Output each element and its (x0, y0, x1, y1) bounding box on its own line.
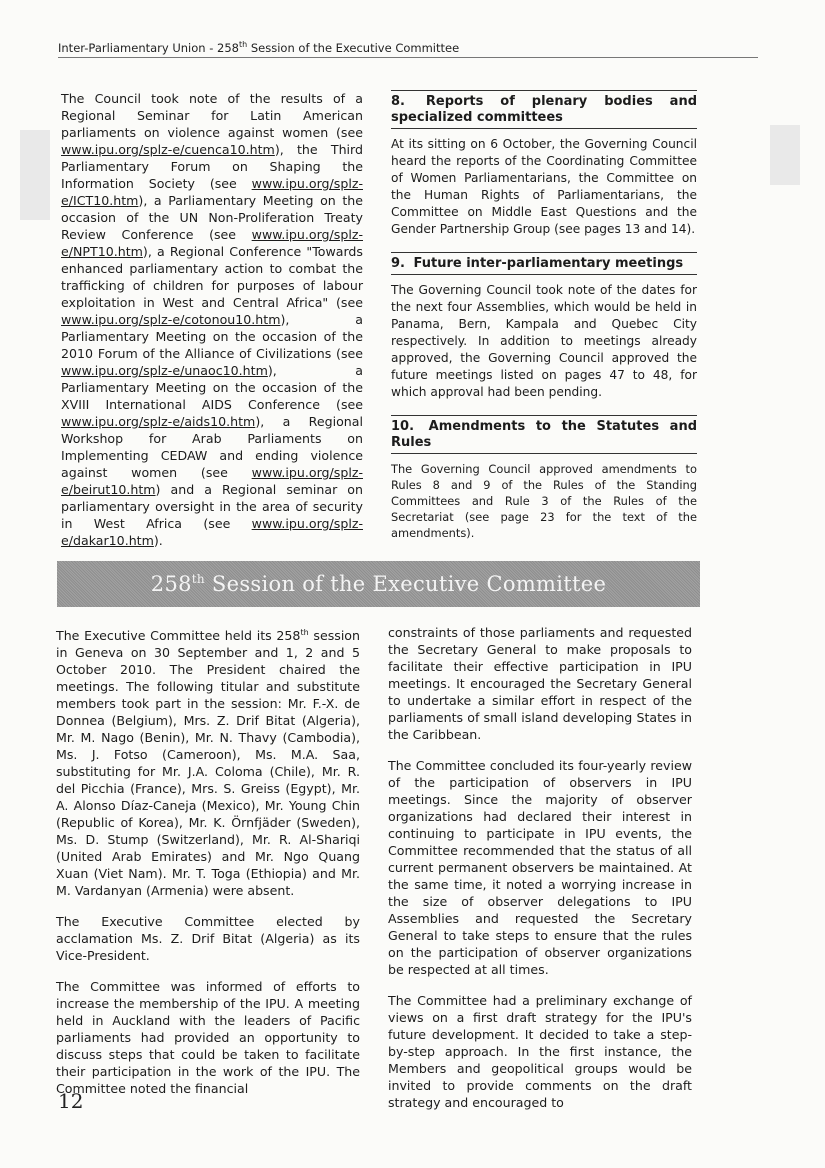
link-unaoc[interactable]: www.ipu.org/splz-e/unaoc10.htm (61, 363, 268, 378)
section-number: 9. (391, 256, 405, 271)
section-9 (391, 252, 697, 401)
section-heading (391, 252, 697, 275)
constraints-paragraph: constraints of those parliaments and requested the Secretary General to make proposals to facilitate their effective participation in IPU meetings. It encouraged the Secretary General to undertake a similar effort in respect of the parliaments of small island developing States in the Caribbean. (388, 625, 692, 742)
section-number: 10. (391, 419, 415, 434)
link-aids[interactable]: www.ipu.org/splz-e/aids10.htm (61, 414, 256, 429)
membership-paragraph: The Committee was informed of efforts to increase the membership of the IPU. A meeting held in Auckland with the leaders of Pacific parliaments had provided an opportunity to discuss steps that could be taken to facilitate their participation in the work of the IPU. The Committee noted the financial (56, 979, 360, 1097)
council-seminars-paragraph (61, 90, 363, 549)
text-fragment: ). (153, 533, 163, 548)
text-fragment: ) and a Regional seminar on parliamentary oversight in the area of security in West Africa (see (61, 482, 363, 531)
link-beirut[interactable]: www.ipu.org/splz-e/beirut10.htm (61, 465, 363, 497)
observers-paragraph: The Committee concluded its four-yearly review of the participation of observers in IPU meetings. Since the majority of observer organizations had declared their interest in continuing to participate in IPU events, the Committee recommended that the status of all current permanent observers be maintained. At the same time, it noted a worrying increase in the size of observer delegations to IPU Assemblies and requested the Secretary General to take steps to ensure that the rules on the participation of observer organizations be respected at all times. (388, 758, 692, 977)
banner-title (151, 572, 606, 596)
left-column-bottom (56, 624, 360, 1111)
text-fragment: session in Geneva on 30 September and 1, 2 and 5 October 2010. The President chaired the meetings. The following titular and substitute members took part in the session: Mr. F.-X. de Donnea (Belgium), Mrs. Z. Drif Bitat (Algeria), Mr. M. Nago (Benin), Mr. N. Thavy (Cambodia), Ms. J. Fotso (Cameroon), Ms. M.A. Saa, substituting for Mr. J.A. Coloma (Chile), Mr. R. del Picchia (France), Mrs. S. Greiss (Egypt), Mr. A. Alonso Díaz-Caneja (Mexico), Mr. Young Chin (Republic of Korea), Mr. K. Örnfjäder (Sweden), Ms. D. Stump (Switzerland), Mr. R. Al-Shariqi (United Arab Emirates) and Mr. Ngo Quang Xuan (Viet Nam). Mr. T. Toga (Ethiopia) and Mr. M. Vardanyan (Armenia) were absent. (56, 628, 360, 899)
scan-artifact (20, 130, 50, 220)
link-cuenca[interactable]: www.ipu.org/splz-e/cuenca10.htm (61, 142, 275, 157)
text-fragment: ), a Regional Conference "Towards enhanced parliamentary action to combat the trafficking of children for purposes of labour exploitation in West and Central Africa" (see (61, 244, 363, 310)
section-heading (391, 415, 697, 454)
text-sup: th (300, 628, 309, 637)
text-fragment: The Executive Committee held its 258 (56, 628, 301, 644)
scan-artifact (770, 125, 800, 185)
text-fragment: ), a Regional Workshop for Arab Parliaments on Implementing CEDAW and ending violence against women (see (61, 414, 363, 480)
section-text: The Governing Council approved amendments to Rules 8 and 9 of the Rules of the Standing Committees and Rule 3 of the Rules of the Secretariat (see page 23 for the text of the amendments). (391, 462, 697, 540)
right-column-bottom (388, 624, 692, 1125)
text-fragment: ), the Third Parliamentary Forum on Shaping the Information Society (see (61, 142, 363, 191)
section-10 (391, 415, 697, 541)
section-title: Future inter-parliamentary meetings (413, 256, 684, 271)
section-number: 8. (391, 94, 405, 109)
text-fragment: ), a Parliamentary Meeting on the occasion of the 2010 Forum of the Alliance of Civilizations (see (61, 312, 363, 361)
right-column-top (391, 90, 697, 555)
left-column-top (61, 90, 363, 563)
attendance-paragraph (56, 624, 360, 899)
section-banner (57, 561, 700, 607)
text-fragment: The Council took note of the results of a Regional Seminar for Latin American parliaments on violence against women (see (61, 91, 363, 140)
section-8 (391, 90, 697, 238)
section-heading (391, 90, 697, 129)
text-fragment: ), a Parliamentary Meeting on the occasion of the UN Non-Proliferation Treaty Review Conference (see (61, 193, 363, 242)
page-number: 12 (58, 1089, 84, 1113)
header-sup: th (239, 40, 248, 49)
section-title: Reports of plenary bodies and specialized committees (391, 94, 698, 125)
header-prefix: Inter-Parliamentary Union - 258 (58, 40, 239, 55)
section-text: At its sitting on 6 October, the Governing Council heard the reports of the Coordinating Committee of Women Parliamentarians, the Committee on the Human Rights of Parliamentarians, the Committee on Middle East Questions and the Gender Partnership Group (see pages 13 and 14). (391, 137, 697, 236)
vice-president-paragraph: The Executive Committee elected by acclamation Ms. Z. Drif Bitat (Algeria) as its Vice-President. (56, 914, 360, 964)
banner-prefix: 258 (150, 572, 192, 596)
link-ict[interactable]: www.ipu.org/splz-e/ICT10.htm (61, 176, 363, 208)
banner-suffix: Session of the Executive Committee (204, 572, 607, 596)
section-title: Amendments to the Statutes and Rules (391, 419, 698, 450)
running-header (58, 38, 758, 58)
banner-sup: th (191, 572, 205, 586)
header-suffix: Session of the Executive Committee (247, 40, 460, 55)
strategy-paragraph: The Committee had a preliminary exchange of views on a first draft strategy for the IPU's future development. It decided to take a step-by-step approach. In the first instance, the Members and geopolitical groups would be invited to provide comments on the draft strategy and encouraged to (388, 993, 692, 1110)
section-text: The Governing Council took note of the dates for the next four Assemblies, which would be held in Panama, Bern, Kampala and Quebec City respectively. In addition to meetings already approved, the Governing Council approved the future meetings listed on pages 47 to 48, for which approval had been pending. (391, 283, 697, 399)
text-fragment: ), a Parliamentary Meeting on the occasion of the XVIII International AIDS Conference (see (61, 363, 363, 412)
link-dakar[interactable]: www.ipu.org/splz-e/dakar10.htm (61, 516, 363, 548)
link-cotonou[interactable]: www.ipu.org/splz-e/cotonou10.htm (61, 312, 281, 327)
link-npt[interactable]: www.ipu.org/splz-e/NPT10.htm (61, 227, 363, 259)
